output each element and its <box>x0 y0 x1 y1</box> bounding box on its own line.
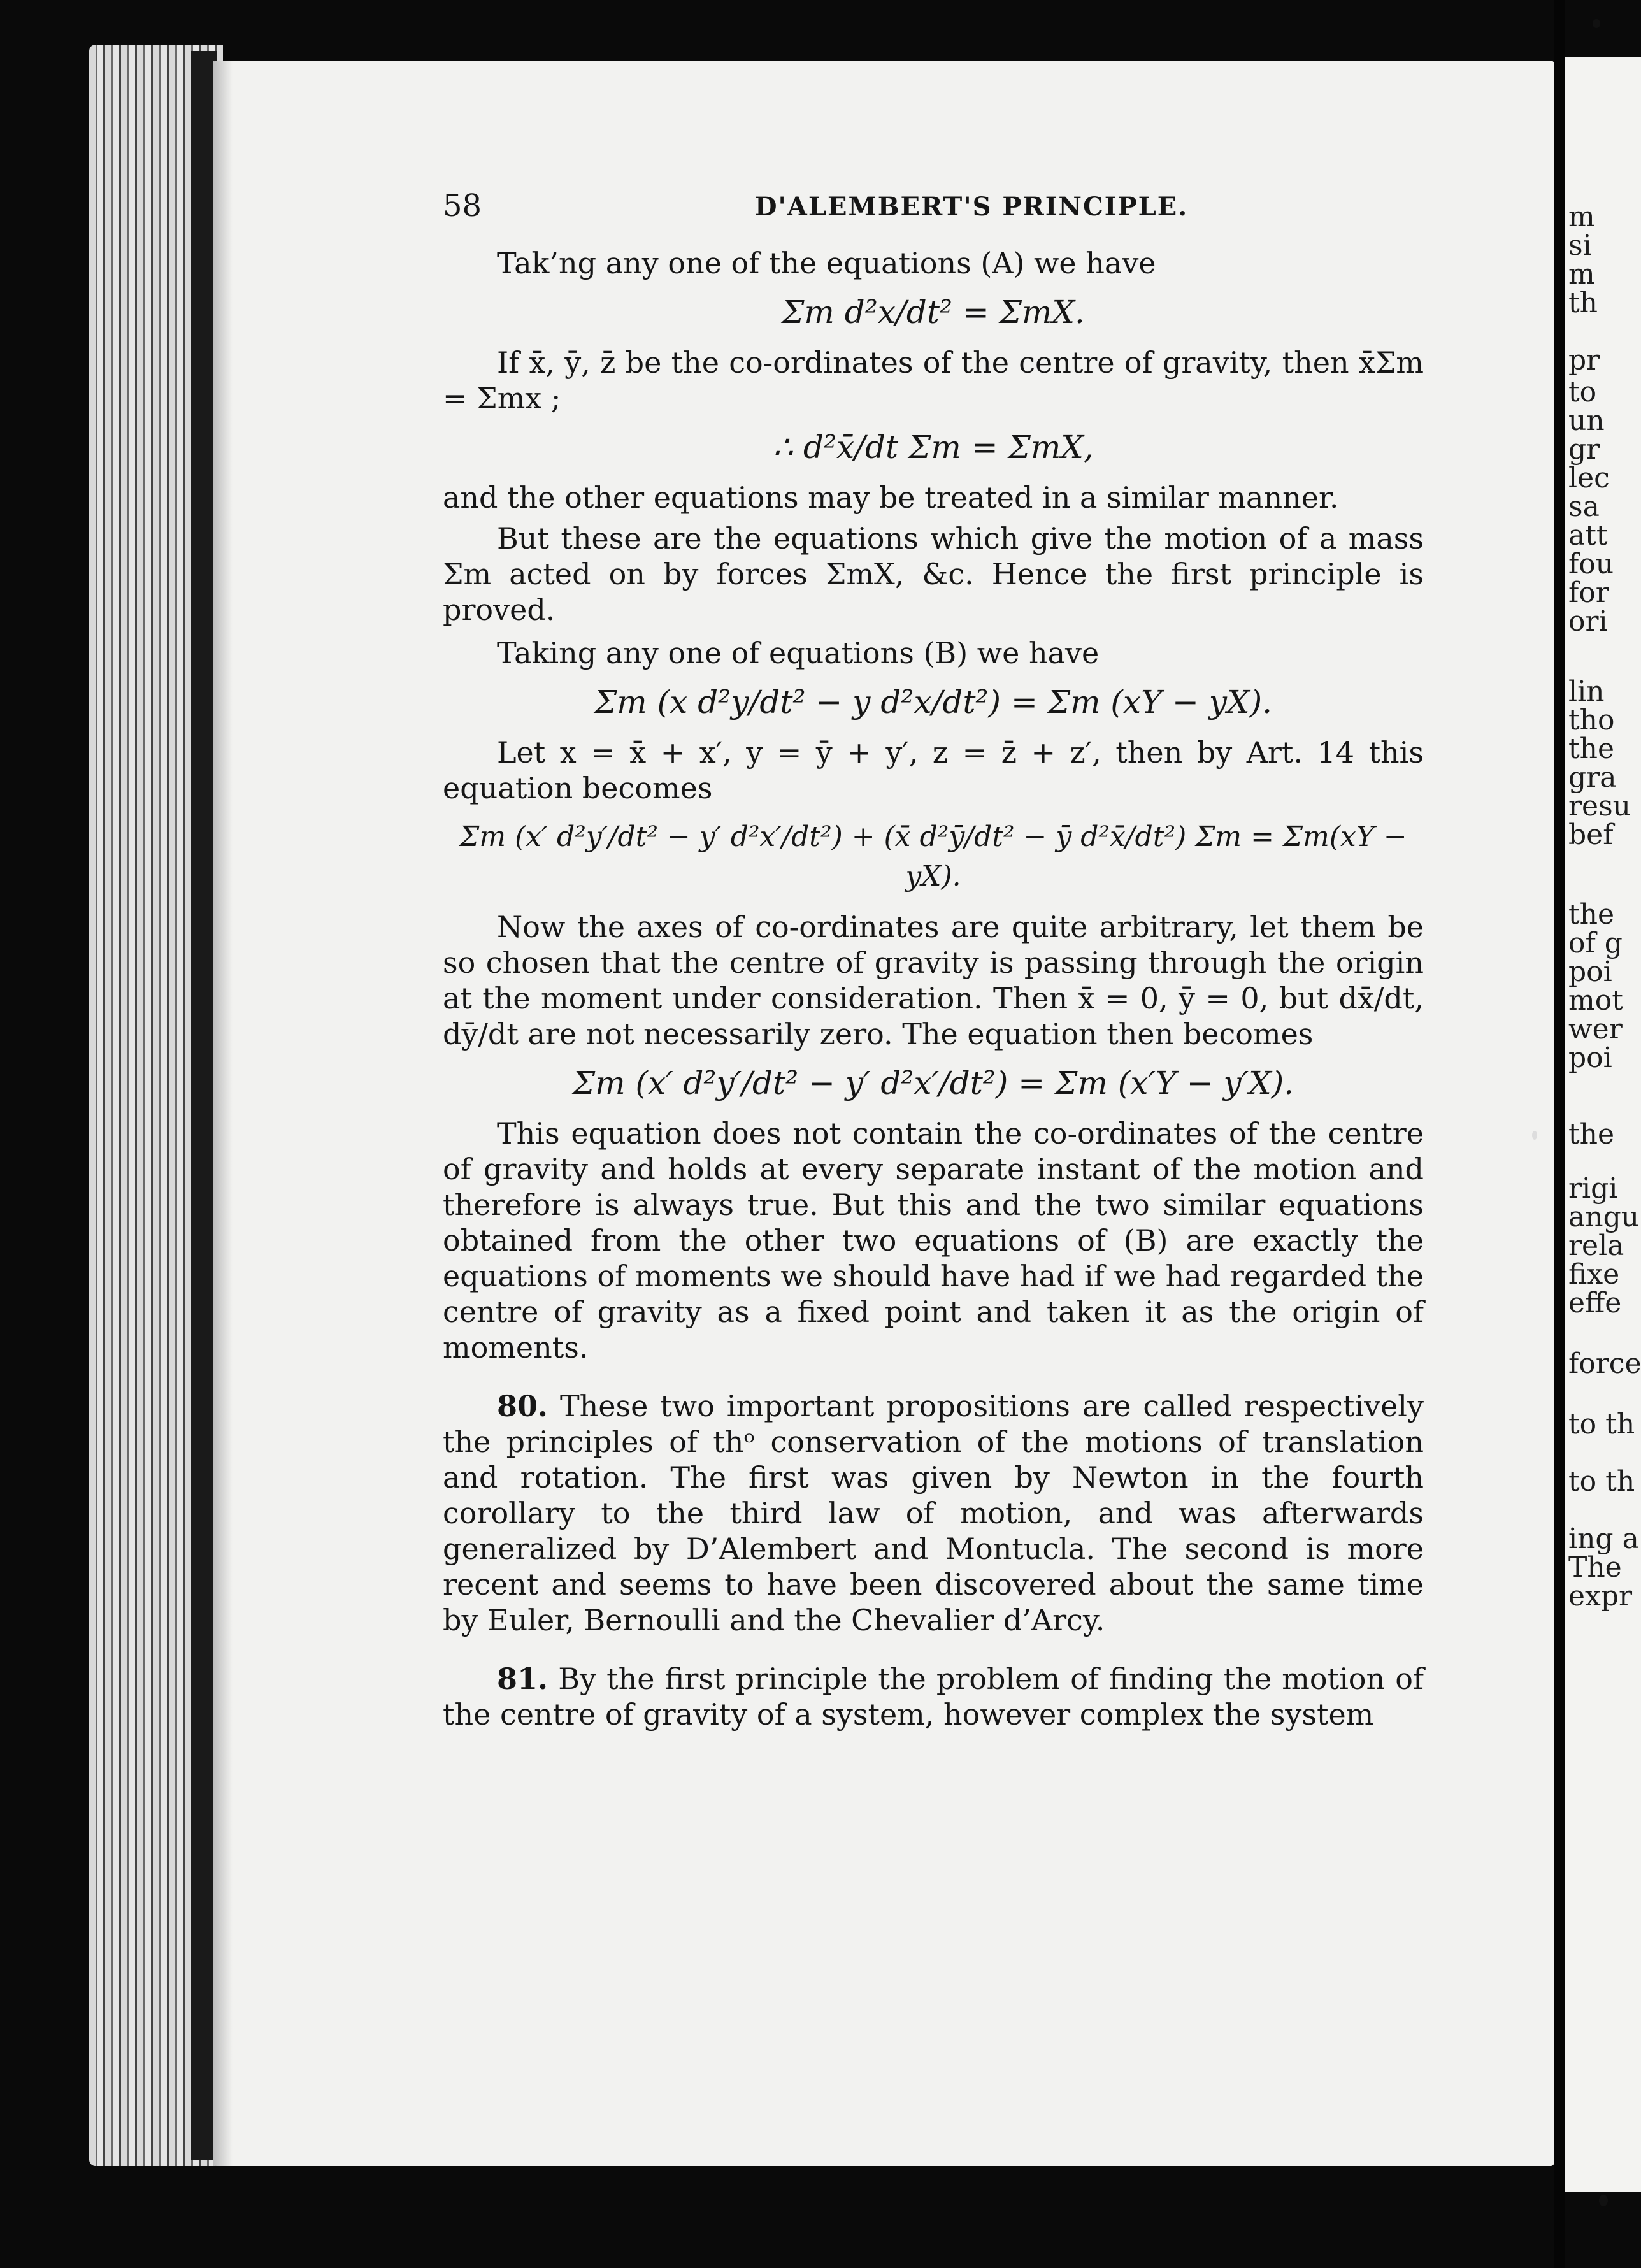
facing-page-fragment: force <box>1568 1347 1641 1380</box>
facing-page-fragment: th <box>1568 287 1598 319</box>
facing-page-fragment: gra <box>1568 761 1617 794</box>
equation: Σm (x′ d²y′/dt² − y′ d²x′/dt²) + (x̄ d²ȳ/dt² − ȳ d²x̄/dt²) Σm = Σm(xY − yX). <box>459 821 1407 893</box>
facing-page-fragment: The <box>1568 1551 1622 1584</box>
facing-page-fragment: the <box>1568 1118 1615 1151</box>
facing-page-fragment: effe <box>1568 1287 1622 1319</box>
facing-page-fragment: for <box>1568 577 1609 609</box>
paragraph: Tak’ng any one of the equations (A) we have <box>497 246 1156 280</box>
facing-page-fragment: att <box>1568 519 1608 552</box>
facing-page-fragment: the <box>1568 733 1615 765</box>
facing-page-fragment: to th <box>1568 1408 1635 1440</box>
facing-page-fragment: to <box>1568 376 1597 408</box>
equation: Σm d²x/dt² = ΣmX. <box>782 294 1085 331</box>
facing-page-fragment: poi <box>1568 956 1612 988</box>
facing-page <box>1565 57 1641 2192</box>
article-number: 80. <box>497 1389 548 1423</box>
facing-page-fragment: fou <box>1568 548 1614 580</box>
facing-page-fragment: mot <box>1568 984 1623 1017</box>
speck <box>1599 2195 1608 2206</box>
facing-page-fragment: un <box>1568 405 1605 437</box>
facing-page-fragment: fixe <box>1568 1258 1620 1291</box>
running-head: D'ALEMBERT'S PRINCIPLE. <box>754 192 1189 222</box>
facing-page-fragment: resu <box>1568 790 1631 822</box>
facing-page-fragment: to th <box>1568 1465 1635 1498</box>
facing-page-fragment: rigi <box>1568 1172 1618 1205</box>
facing-page-fragment: ing a <box>1568 1523 1639 1555</box>
page-number: 58 <box>443 188 482 224</box>
article-80 <box>443 1388 1424 1638</box>
page-content <box>443 188 1424 1732</box>
book-edge-shadow <box>191 51 217 2160</box>
paragraph: Taking any one of equations (B) we have <box>497 636 1100 670</box>
equation: Σm (x′ d²y′/dt² − y′ d²x′/dt²) = Σm (x′Y − y′X). <box>572 1065 1294 1102</box>
paragraph: Let x = x̄ + x′, y = ȳ + y′, z = z̄ + z′, then by Art. 14 this equation becomes <box>443 735 1424 805</box>
speck <box>1532 1131 1537 1140</box>
article-text: These two important propositions are called respectively the principles of thᵒ conservation of the motions of translation and rotation. The first was given by Newton in the fourth corollary to the third law of motion, and was afterwards generalized by D’Alembert and Montucla. The second is more recent and seems to have been discovered about the same time by Euler, Bernoulli and the Chevalier d’Arcy. <box>443 1389 1424 1637</box>
paragraph: If x̄, ȳ, z̄ be the co-ordinates of the centre of gravity, then x̄Σm = Σmx ; <box>443 345 1424 415</box>
paragraph: and the other equations may be treated in a similar manner. <box>443 480 1339 515</box>
facing-page-fragment: of g <box>1568 927 1623 959</box>
speck <box>1593 19 1600 28</box>
facing-page-fragment: poi <box>1568 1042 1612 1074</box>
facing-page-fragment: gr <box>1568 433 1600 466</box>
article-number: 81. <box>497 1662 548 1696</box>
equation: ∴ d²x̄/dt Σm = ΣmX, <box>773 429 1094 466</box>
facing-page-fragment: rela <box>1568 1230 1624 1262</box>
facing-page-fragment: lec <box>1568 462 1610 494</box>
facing-page-fragment: m <box>1568 258 1595 291</box>
facing-page-fragment: lin <box>1568 675 1605 708</box>
facing-page-fragment: expr <box>1568 1580 1633 1612</box>
facing-page-fragment: si <box>1568 229 1592 262</box>
facing-page-fragment: pr <box>1568 344 1600 377</box>
facing-page-fragment: ori <box>1568 605 1608 638</box>
equation: Σm (x d²y/dt² − y d²x/dt²) = Σm (xY − yX). <box>594 684 1273 721</box>
facing-page-fragment: m <box>1568 201 1595 233</box>
book-gutter <box>1554 0 1565 2268</box>
paragraph: Now the axes of co-ordinates are quite arbitrary, let them be so chosen that the centre of gravity is passing through the origin at the moment under consideration. Then x̄ = 0, ȳ = 0, but dx̄/dt, dȳ/dt are not necessarily zero. The equation then becomes <box>443 910 1424 1051</box>
page-header <box>443 188 1424 226</box>
article-81 <box>443 1661 1424 1732</box>
paragraph: This equation does not contain the co-ordinates of the centre of gravity and holds at every separate instant of the motion and therefore is always true. But this and the two similar equations obtained from the other two equations of (B) are exactly the equations of moments we should have had if we had regarded the centre of gravity as a fixed point and taken it as the origin of moments. <box>443 1116 1424 1365</box>
facing-page-fragment: tho <box>1568 704 1615 736</box>
facing-page-fragment: the <box>1568 898 1615 931</box>
facing-page-fragment: wer <box>1568 1013 1623 1045</box>
paragraph: But these are the equations which give the motion of a mass Σm acted on by forces ΣmX, &c. Hence the first principle is proved. <box>443 521 1424 627</box>
facing-page-fragment: bef <box>1568 819 1614 851</box>
facing-page-fragment: sa <box>1568 491 1600 523</box>
article-text: By the first principle the problem of finding the motion of the centre of gravity of a system, however complex the system <box>443 1662 1424 1732</box>
facing-page-fragment: angu <box>1568 1201 1640 1233</box>
page-gutter-shadow <box>213 61 233 2166</box>
